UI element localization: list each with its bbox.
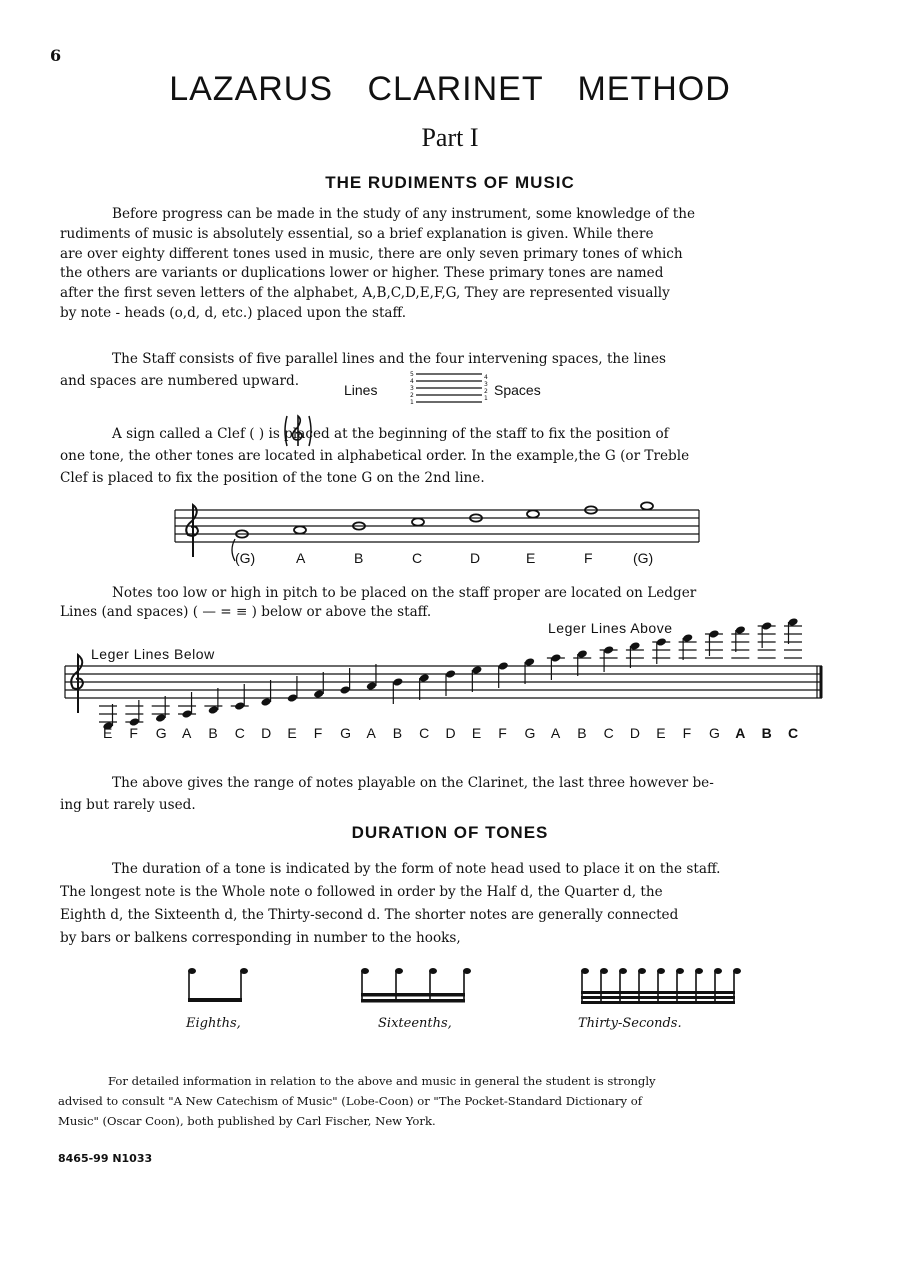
- text-line: Clef is placed to fix the position of the tone G on the 2nd line.: [60, 470, 485, 486]
- spaces-label: Spaces: [494, 382, 541, 398]
- ledger-paragraph-line1: Notes too low or high in pitch to be placed on the staff proper are located on Ledger: [112, 585, 697, 601]
- range-note-label: G: [524, 725, 536, 741]
- beamed-thirty-seconds-icon: [578, 965, 738, 1010]
- svg-text:1: 1: [410, 399, 414, 406]
- treble-clef-icon: [186, 505, 198, 557]
- text-line: by note - heads (o,d, d, etc.) placed upon the staff.: [60, 304, 407, 321]
- svg-text:3: 3: [484, 381, 488, 388]
- range-note-label: E: [287, 725, 297, 741]
- page-number: 6: [50, 46, 62, 65]
- paragraph-rudiments: [60, 205, 818, 324]
- text-line: The above gives the range of notes playable on the Clarinet, the last three however be-: [112, 775, 714, 791]
- note-head: [412, 518, 424, 525]
- footnote: [58, 1071, 820, 1131]
- range-note-label: A: [550, 725, 561, 741]
- note-label: C: [412, 550, 423, 566]
- ledger-lines-below-label: Leger Lines Below: [91, 646, 215, 662]
- range-note-label: G: [340, 725, 351, 741]
- range-note-label: B: [761, 725, 772, 741]
- page-title: LAZARUS CLARINET METHOD: [169, 70, 731, 108]
- svg-text:4: 4: [410, 378, 414, 385]
- range-note-label: C: [419, 725, 430, 741]
- text-line: ing but rarely used.: [60, 797, 196, 813]
- note-label: (G): [633, 550, 654, 566]
- text-line: Eighth d, the Sixteenth d, the Thirty-second d. The shorter notes are generally connected: [60, 907, 679, 923]
- range-note-label: C: [603, 725, 614, 741]
- footnote-line: For detailed information in relation to the above and music in general the student is strongly: [108, 1074, 656, 1088]
- svg-text:2: 2: [484, 388, 488, 395]
- range-note-label: B: [208, 725, 218, 741]
- range-note-label: E: [103, 725, 113, 741]
- part-title: Part I: [421, 123, 479, 152]
- ledger-paragraph-line2: Lines (and spaces) ( — = ≡ ) below or above the staff.: [60, 604, 432, 620]
- note-label: A: [296, 550, 306, 566]
- staff-paragraph-line1: The Staff consists of five parallel lines and the four intervening spaces, the lines: [112, 351, 666, 367]
- range-note-label: D: [629, 725, 641, 741]
- clarinet-range-staff: [0, 615, 900, 725]
- text-line: Before progress can be made in the study of any instrument, some knowledge of the: [112, 206, 696, 222]
- note-label: D: [470, 550, 481, 566]
- text-line: are over eighty different tones used in music, there are only seven primary tones of which: [60, 245, 683, 262]
- range-note-label: G: [155, 725, 167, 741]
- note-label: E: [526, 550, 536, 566]
- paragraph-range: [60, 772, 818, 816]
- range-note-label: F: [498, 725, 507, 741]
- text-line: The duration of a tone is indicated by the form of note head used to place it on the staff.: [112, 861, 721, 877]
- range-note-label: F: [682, 725, 692, 741]
- section-heading-rudiments: THE RUDIMENTS OF MUSIC: [325, 173, 575, 192]
- staff-paragraph-line2: and spaces are numbered upward.: [60, 373, 300, 389]
- range-note-label: F: [129, 725, 138, 741]
- svg-text:1: 1: [484, 395, 488, 402]
- paragraph-clef: [60, 423, 818, 489]
- range-note-label: B: [577, 725, 587, 741]
- text-line: the others are variants or duplications lower or higher. These primary tones are named: [60, 265, 664, 282]
- beamed-sixteenths-icon: [358, 965, 473, 1010]
- sixteenths-label: Sixteenths,: [378, 1016, 452, 1031]
- text-line: A sign called a Clef ( ) is placed at the beginning of the staff to fix the position of: [112, 426, 669, 442]
- note-head: [641, 502, 653, 509]
- range-note-label: C: [788, 725, 799, 741]
- footnote-line: advised to consult "A New Catechism of Music" (Lobe-Coon) or "The Pocket-Standard Dictionary of: [58, 1094, 643, 1108]
- text-line: The longest note is the Whole note o followed in order by the Half d, the Quarter d, the: [60, 884, 663, 900]
- range-note-label: A: [366, 725, 376, 741]
- svg-text:3: 3: [410, 385, 414, 392]
- range-note-label: D: [261, 725, 272, 741]
- note-label: F: [584, 550, 593, 566]
- ledger-lines-above-label: Leger Lines Above: [548, 620, 673, 636]
- svg-text:4: 4: [484, 374, 488, 381]
- range-note-label: G: [708, 725, 720, 741]
- catalog-code: 8465-99 N1033: [58, 1152, 153, 1165]
- note-label: B: [354, 550, 364, 566]
- eighths-label: Eighths,: [186, 1016, 241, 1031]
- beamed-eighths-icon: [185, 965, 245, 1010]
- range-note-label: A: [182, 725, 192, 741]
- section-heading-duration: DURATION OF TONES: [351, 823, 549, 842]
- paragraph-duration: [60, 858, 818, 950]
- text-line: one tone, the other tones are located in alphabetical order. In the example,the G (or Treble: [60, 448, 690, 464]
- thirty-seconds-label: Thirty-Seconds.: [578, 1016, 682, 1031]
- range-note-label: B: [392, 725, 403, 741]
- range-note-label: E: [656, 725, 666, 741]
- range-note-label: D: [445, 725, 456, 741]
- treble-clef-icon: [71, 655, 83, 713]
- text-line: after the first seven letters of the alphabet, A,B,C,D,E,F,G, They are represented visually: [60, 285, 670, 302]
- footnote-line: Music" (Oscar Coon), both published by Carl Fischer, New York.: [58, 1114, 436, 1128]
- svg-text:5: 5: [410, 371, 414, 378]
- range-note-label: C: [234, 725, 245, 741]
- svg-text:2: 2: [410, 392, 414, 399]
- text-line: by bars or balkens corresponding in number to the hooks,: [60, 930, 461, 946]
- note-head: [294, 526, 306, 533]
- treble-clef-icon: [283, 412, 313, 450]
- staff-lines-spaces-diagram: [410, 370, 490, 408]
- range-note-label: F: [313, 725, 323, 741]
- range-note-label: A: [735, 725, 746, 741]
- lines-label: Lines: [344, 382, 378, 398]
- note-label: (G): [235, 550, 256, 566]
- range-note-label: E: [471, 725, 482, 741]
- text-line: rudiments of music is absolutely essential, so a brief explanation is given. While there: [60, 225, 654, 242]
- note-head: [527, 510, 539, 517]
